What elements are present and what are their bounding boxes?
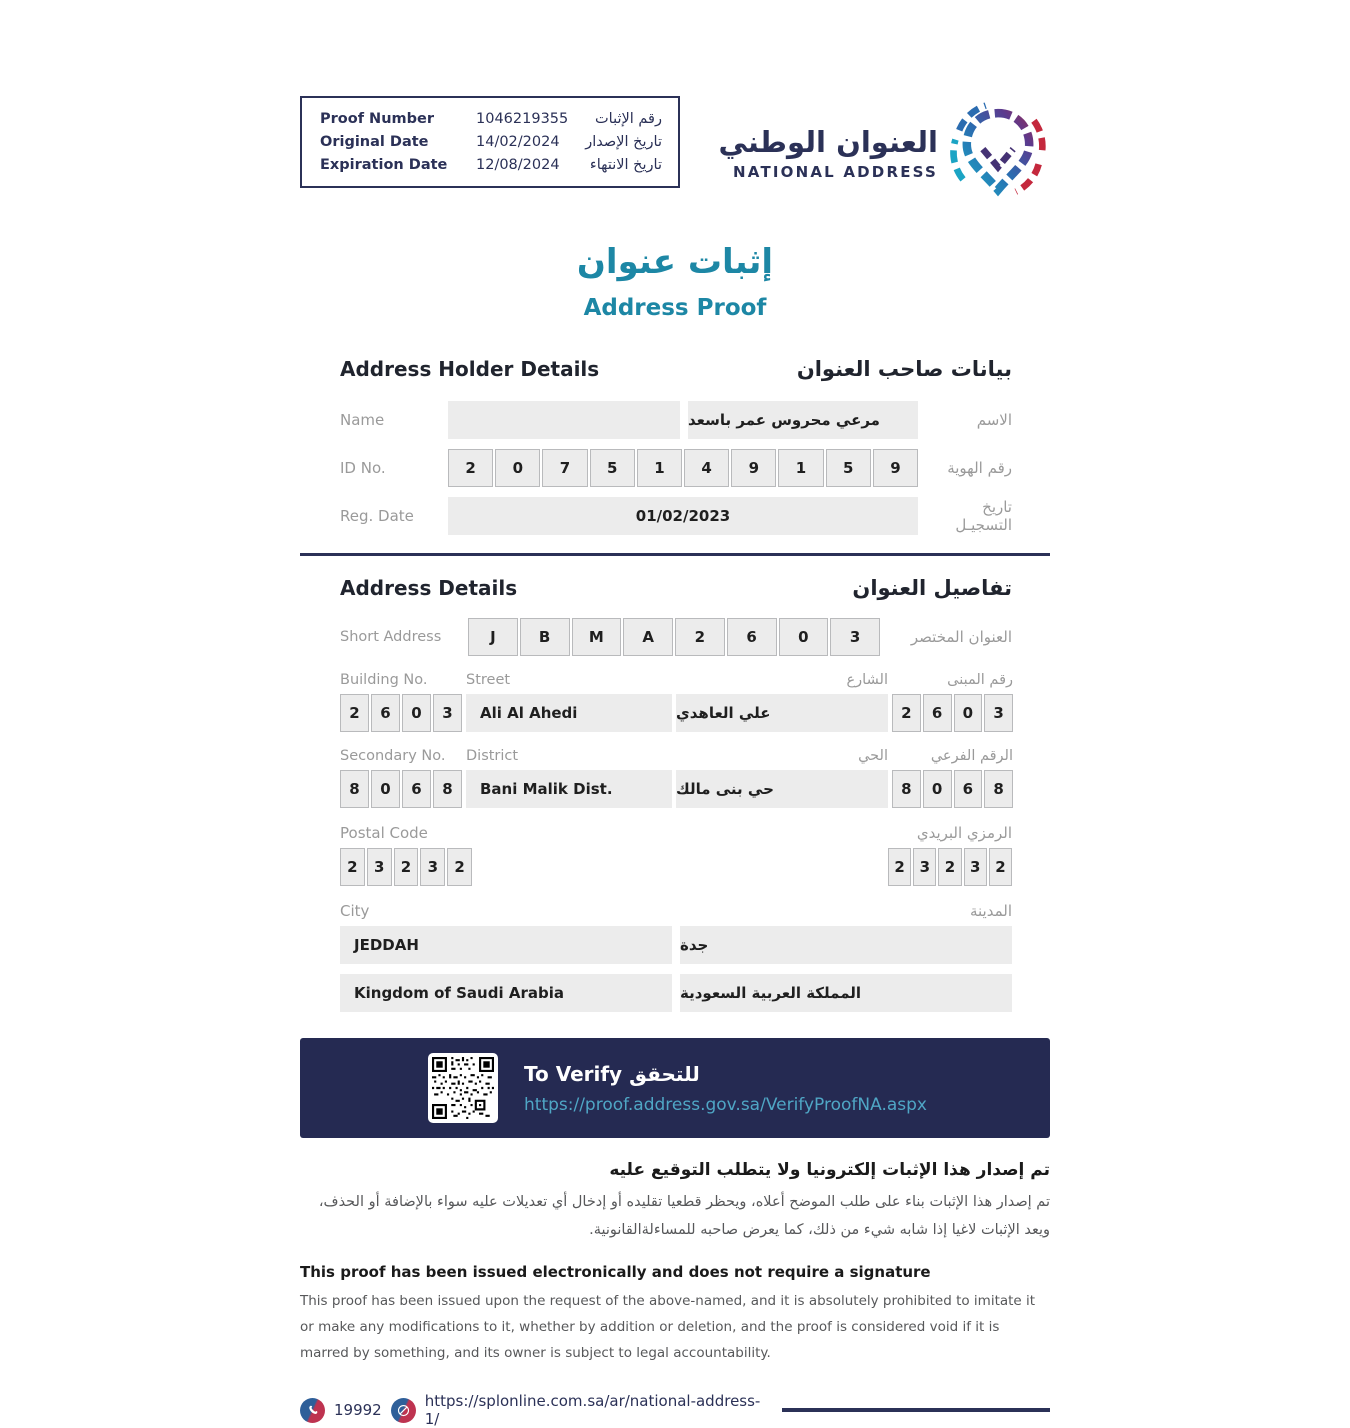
address-heading-en: Address Details bbox=[340, 576, 518, 600]
holder-heading-ar: بيانات صاحب العنوان bbox=[796, 357, 1012, 381]
postal-label-en: Postal Code bbox=[340, 824, 428, 842]
verify-bar bbox=[300, 1038, 1050, 1138]
page-footer bbox=[300, 1392, 1050, 1428]
city-value-ar-field: جدة bbox=[680, 926, 1012, 964]
disclaimer-arabic bbox=[300, 1160, 1050, 1245]
district-value-ar-field: حي بنى مالك bbox=[676, 770, 888, 808]
short-address-label-ar: العنوان المختصر bbox=[910, 628, 1012, 646]
city-label-ar: المدينة bbox=[969, 902, 1012, 920]
country-value-ar-field: المملكة العربية السعودية bbox=[680, 974, 1012, 1012]
id-label-en: ID No. bbox=[340, 459, 386, 477]
country-value-en-field: Kingdom of Saudi Arabia bbox=[340, 974, 672, 1012]
address-heading-ar: تفاصيل العنوان bbox=[852, 576, 1012, 600]
proof-number-label-ar: رقم الإثبات bbox=[595, 111, 662, 127]
logo-text bbox=[718, 125, 938, 181]
disclaimer-english-body: This proof has been issued upon the request of the above-named, and it is absolutely prohibited to imitate it or make any modifications to it, whether by addition or deletion, and the proof is considered void if it is marred by something, and its owner is subject to legal accountability. bbox=[300, 1292, 1036, 1362]
phone-icon bbox=[300, 1398, 325, 1423]
reg-date-label-ar: تاريخ التسجيـل bbox=[955, 498, 1012, 534]
support-phone-number: 19992 bbox=[334, 1401, 382, 1420]
proof-meta-box bbox=[300, 96, 680, 188]
street-label-en: Street bbox=[466, 672, 511, 688]
district-value-en-field: Bani Malik Dist. bbox=[466, 770, 672, 808]
national-address-logo bbox=[718, 98, 1050, 208]
name-label-ar: الاسم bbox=[976, 411, 1012, 429]
globe-icon bbox=[391, 1398, 416, 1423]
postal-code-cells-right: 2 3 2 3 2 bbox=[888, 848, 1012, 886]
id-label-ar: رقم الهوية bbox=[947, 459, 1012, 477]
address-details-section bbox=[300, 576, 1050, 1012]
city-value-en-field: JEDDAH bbox=[340, 926, 672, 964]
logo-title-arabic: العنوان الوطني bbox=[718, 125, 938, 159]
expiration-date-label-ar: تاريخ الانتهاء bbox=[589, 157, 662, 173]
footer-url-link[interactable]: https://splonline.com.sa/ar/national-address-1/ bbox=[424, 1392, 761, 1428]
disclaimer-english-title: This proof has been issued electronically and does not require a signature bbox=[300, 1262, 931, 1281]
verify-title: To Verify للتحقق bbox=[524, 1061, 700, 1086]
short-address-cells: J B M A 2 6 0 3 bbox=[468, 618, 880, 656]
district-label-ar: الحي bbox=[858, 748, 888, 764]
title-english: Address Proof bbox=[583, 295, 767, 321]
name-value-en-field bbox=[448, 401, 680, 439]
section-divider bbox=[300, 553, 1050, 556]
street-value-ar-field: علي العاهدي bbox=[676, 694, 888, 732]
postal-code-cells-left: 2 3 2 3 2 bbox=[340, 848, 472, 886]
secondary-number-cells-left: 8 0 6 8 bbox=[340, 770, 462, 808]
secondary-label-ar: الرقم الفرعي bbox=[930, 748, 1013, 764]
disclaimer-arabic-body: تم إصدار هذا الإثبات بناء على طلب الموضح أعلاه، ويحظر قطعيا تقليده أو إدخال أي تعديلات عليه سواء بالإضافة أو الحذف، ويعد الإثبات لاغيا إذا شابه شيء من ذلك، كما يعرض صاحبه للمساءلةالقانونية. bbox=[318, 1194, 1050, 1239]
name-value-ar-field: مرعي محروس عمر باسعد bbox=[688, 401, 918, 439]
original-date-label-ar: تاريخ الإصدار bbox=[585, 134, 662, 150]
secondary-number-cells-right: 8 0 6 8 bbox=[892, 770, 1013, 808]
expiration-date-value: 12/08/2024 bbox=[476, 157, 560, 173]
proof-number-value: 1046219355 bbox=[476, 111, 569, 127]
district-label-en: District bbox=[466, 748, 519, 764]
building-number-cells-left: 2 6 0 3 bbox=[340, 694, 462, 732]
building-number-cells-right: 2 6 0 3 bbox=[892, 694, 1013, 732]
reg-date-label-en: Reg. Date bbox=[340, 507, 414, 525]
reg-date-value-field: 01/02/2023 bbox=[448, 497, 918, 535]
document-header bbox=[300, 96, 1050, 208]
verify-url-link[interactable]: https://proof.address.gov.sa/VerifyProofNA.aspx bbox=[524, 1094, 927, 1115]
building-label-ar: رقم المبنى bbox=[947, 672, 1013, 688]
street-value-en-field: Ali Al Ahedi bbox=[466, 694, 672, 732]
disclaimer-english bbox=[300, 1263, 1050, 1367]
logo-title-english: NATIONAL ADDRESS bbox=[733, 163, 938, 181]
building-label-en: Building No. bbox=[340, 672, 428, 688]
holder-heading-en: Address Holder Details bbox=[340, 357, 600, 381]
city-label-en: City bbox=[340, 902, 370, 920]
title-arabic: إثبات عنوان bbox=[576, 242, 774, 282]
postal-label-ar: الرمزي البريدي bbox=[916, 824, 1012, 842]
proof-number-label-en: Proof Number bbox=[320, 111, 434, 127]
expiration-date-label-en: Expiration Date bbox=[320, 157, 448, 173]
name-label-en: Name bbox=[340, 411, 385, 429]
qr-code bbox=[428, 1053, 498, 1123]
street-label-ar: الشارع bbox=[846, 672, 888, 688]
location-pin-icon bbox=[946, 98, 1050, 208]
short-address-label-en: Short Address bbox=[340, 629, 442, 645]
id-number-cells: 2 0 7 5 1 4 9 1 5 9 bbox=[448, 449, 918, 487]
original-date-value: 14/02/2024 bbox=[476, 134, 560, 150]
disclaimer-arabic-title: تم إصدار هذا الإثبات إلكترونيا ولا يتطلب التوقيع عليه bbox=[609, 1160, 1050, 1180]
original-date-label-en: Original Date bbox=[320, 134, 429, 150]
document-title bbox=[300, 242, 1050, 321]
footer-rule bbox=[782, 1408, 1050, 1412]
holder-details-section bbox=[300, 357, 1050, 535]
secondary-label-en: Secondary No. bbox=[340, 748, 446, 764]
address-proof-document bbox=[300, 0, 1050, 1428]
